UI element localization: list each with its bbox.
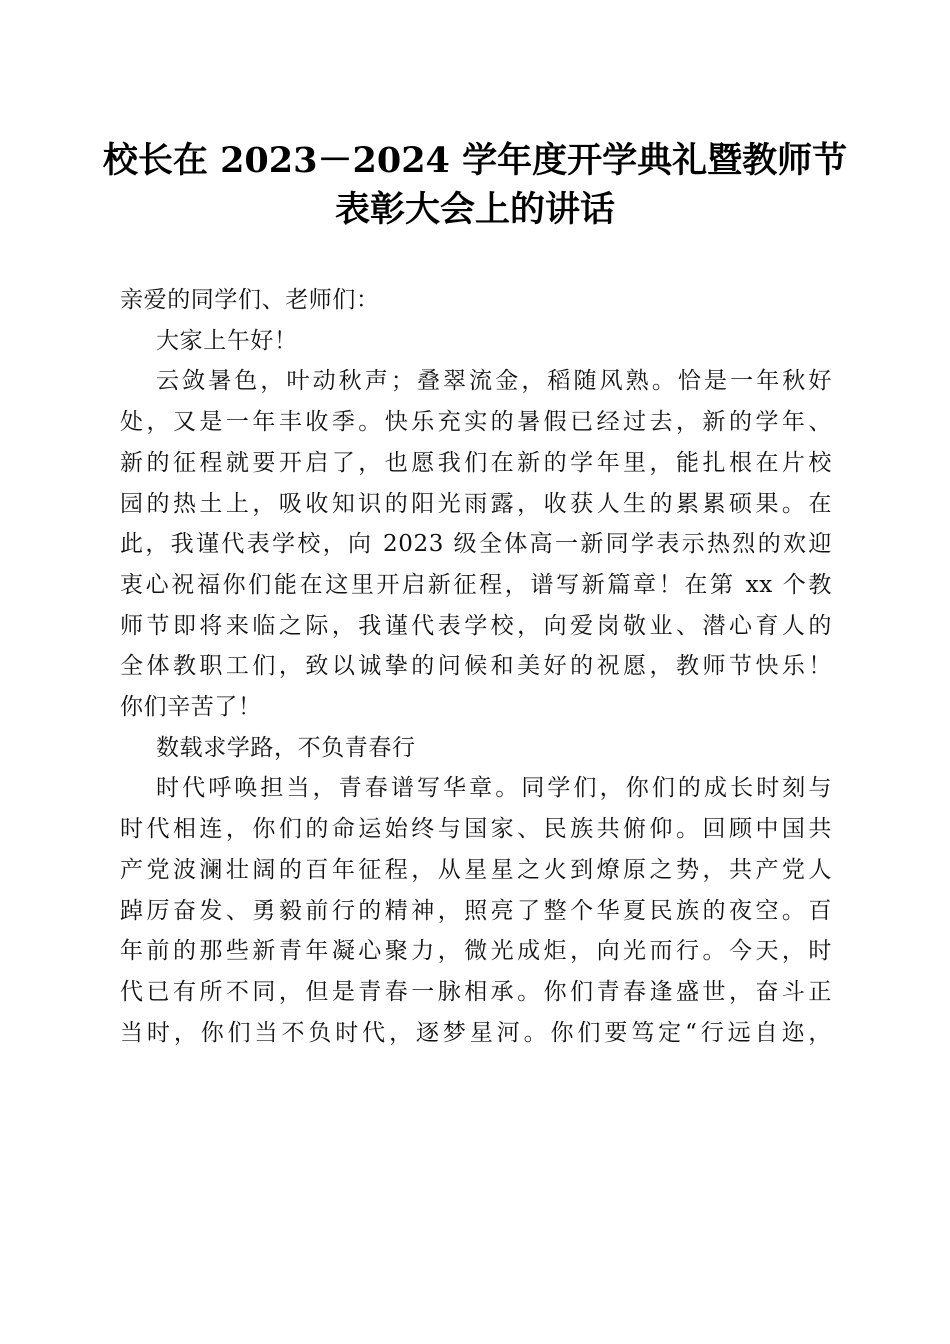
document-title	[100, 136, 850, 234]
paragraph-line: 时代相连，你们的命运始终与国家、民族共俯仰。回顾中国共	[120, 816, 832, 843]
salutation-text: 亲爱的同学们、老师们：	[120, 287, 380, 313]
title-line-2: 表彰大会上的讲话	[334, 189, 615, 230]
greeting-text: 大家上午好！	[156, 327, 298, 354]
section-heading-text: 数载求学路，不负青春行	[156, 734, 416, 761]
paragraph-line: 衷心祝福你们能在这里开启新征程，谱写新篇章！在第 xx 个教	[120, 571, 832, 598]
paragraph-line: 新的征程就要开启了，也愿我们在新的学年里，能扎根在片校	[120, 449, 832, 476]
paragraph-line: 云敛暑色，叶动秋声；叠翠流金，稻随风熟。恰是一年秋好	[156, 368, 832, 395]
paragraph-line: 此，我谨代表学校，向 2023 级全体高一新同学表示热烈的欢迎	[120, 531, 832, 558]
salutation	[120, 280, 832, 321]
paragraph-line: 时代呼唤担当，青春谱写华章。同学们，你们的成长时刻与	[156, 775, 832, 802]
paragraph-line: 你们辛苦了！	[120, 694, 262, 721]
paragraph-line: 踔厉奋发、勇毅前行的精神，照亮了整个华夏民族的夜空。百	[120, 897, 832, 924]
paragraph-line: 师节即将来临之际，我谨代表学校，向爱岗敬业、潜心育人的	[120, 612, 832, 639]
paragraph-1	[120, 361, 832, 727]
section-heading-1	[120, 728, 832, 769]
paragraph-line: 处，又是一年丰收季。快乐充实的暑假已经过去，新的学年、	[120, 409, 832, 436]
title-line-1: 校长在 2023－2024 学年度开学典礼暨教师节	[102, 140, 848, 181]
paragraph-line: 年前的那些新青年凝心聚力，微光成炬，向光而行。今天，时	[120, 938, 832, 965]
paragraph-2	[120, 768, 832, 1053]
paragraph-line: 产党波澜壮阔的百年征程，从星星之火到燎原之势，共产党人	[120, 856, 832, 883]
paragraph-line: 代已有所不同，但是青春一脉相承。你们青春逢盛世，奋斗正	[120, 978, 832, 1005]
document-body	[120, 280, 832, 1053]
paragraph-line: 全体教职工们，致以诚挚的问候和美好的祝愿，教师节快乐！	[120, 653, 832, 680]
paragraph-line: 当时，你们当不负时代，逐梦星河。你们要笃定“行远自迩，	[120, 1019, 832, 1046]
paragraph-line: 园的热土上，吸收知识的阳光雨露，收获人生的累累硕果。在	[120, 490, 832, 517]
greeting	[120, 321, 832, 362]
